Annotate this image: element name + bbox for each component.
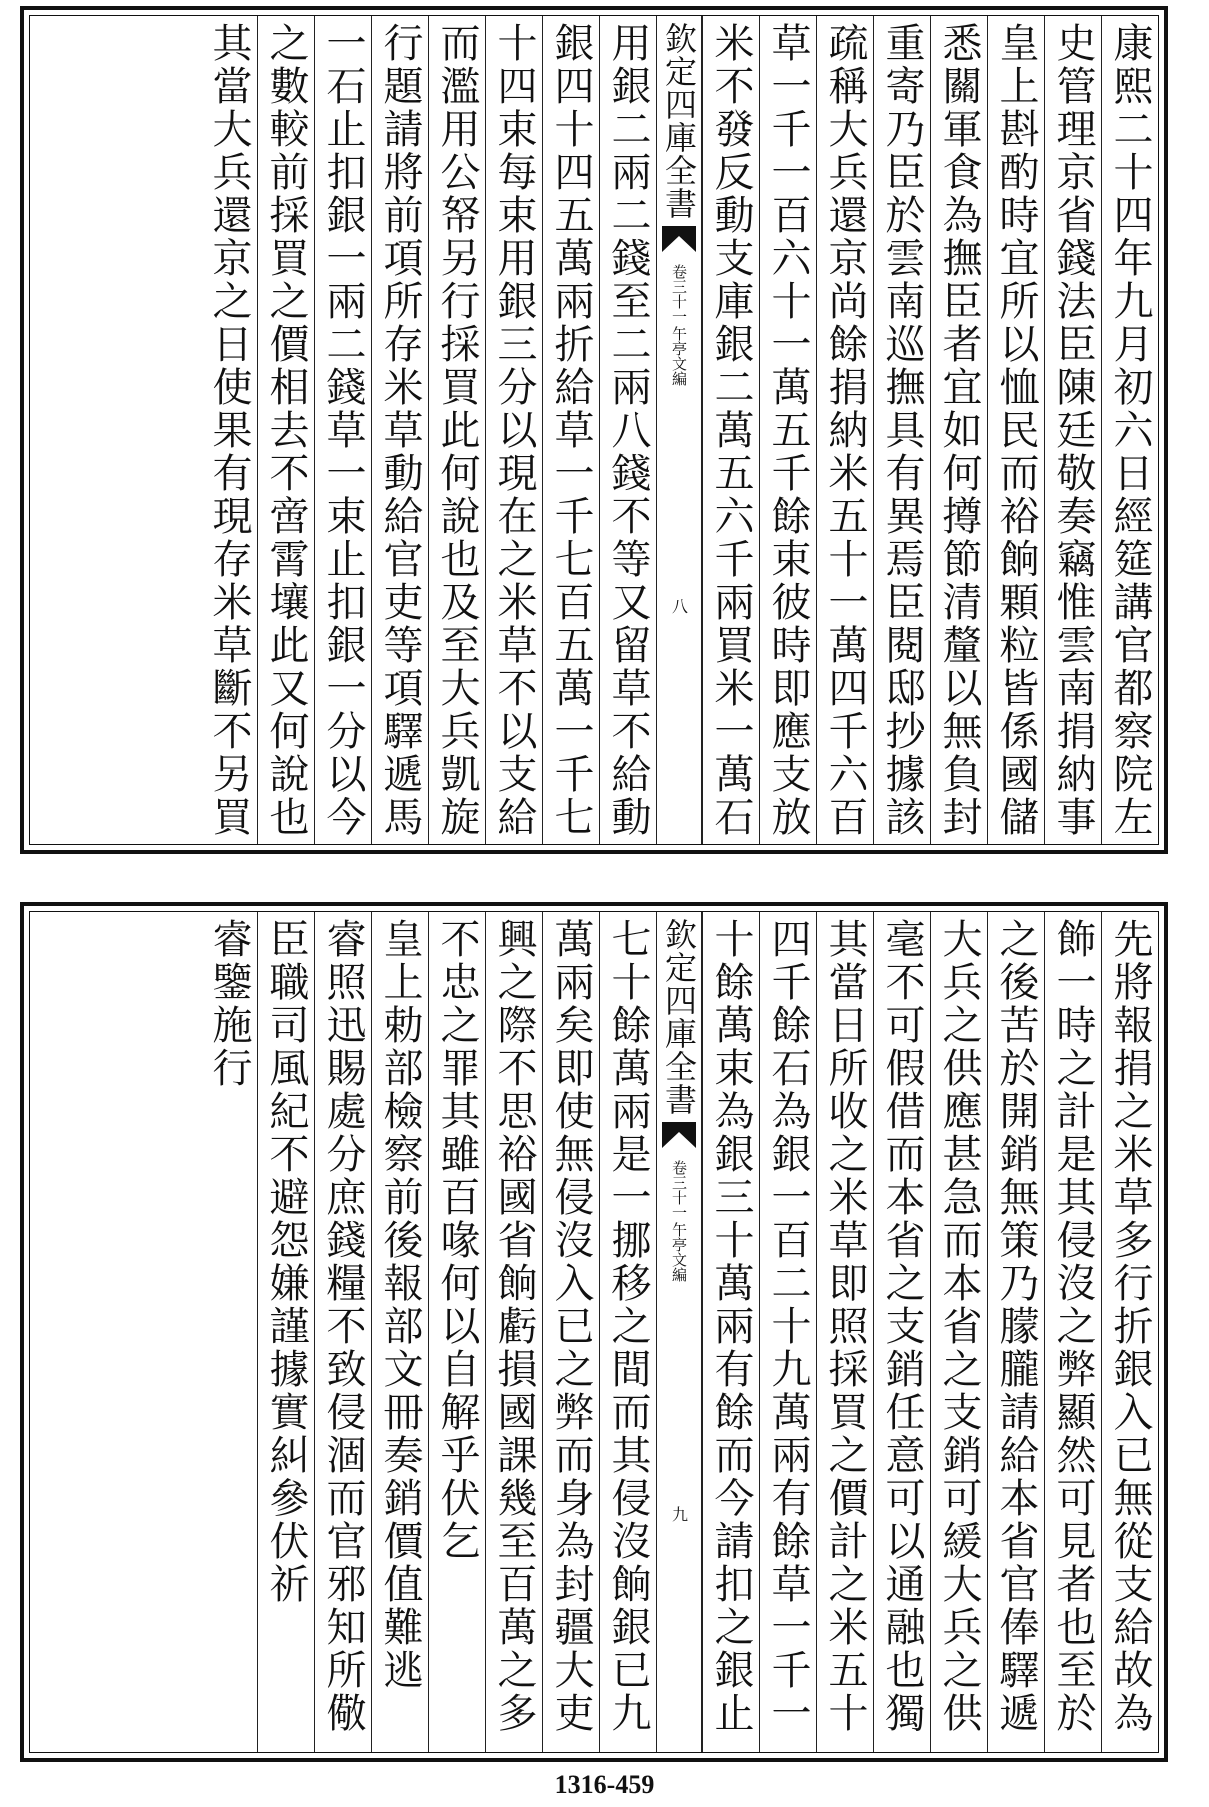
page-number: 八 <box>669 598 689 614</box>
work-and-volume <box>671 264 687 386</box>
text-column: 十餘萬束為銀三十萬兩有餘而今請扣之銀止 <box>702 912 759 1752</box>
text-column: 而濫用公帑另行採買此何說也及至大兵凱旋 <box>428 16 485 844</box>
text-column: 毫不可假借而本省之支銷任意可以通融也獨 <box>873 912 930 1752</box>
text-column: 飾一時之計是其侵沒之弊顯然可見者也至於 <box>1044 912 1101 1752</box>
text-column: 悉關軍食為撫臣者宜如何撙節清釐以無負封 <box>930 16 987 844</box>
text-frame-bottom <box>29 911 1159 1753</box>
volume-label: 卷三十一 <box>670 1160 688 1220</box>
text-column: 草一千一百六十一萬五千餘束彼時即應支放 <box>759 16 816 844</box>
catalog-number: 1316-459 <box>554 1770 655 1799</box>
fishtail-mark-icon <box>662 1122 696 1148</box>
text-column: 一石止扣銀一兩二錢草一束止扣銀一分以今 <box>314 16 371 844</box>
text-column: 睿照迅賜處分庶錢糧不致侵涸而官邪知所儆 <box>314 912 371 1752</box>
text-column: 米不發反動支庫銀二萬五六千兩買米一萬石 <box>702 16 759 844</box>
text-column: 臣職司風紀不避怨嫌謹據實糾參伏祈 <box>257 912 314 1752</box>
text-column: 興之際不思裕國省餉虧損國課幾至百萬之多 <box>485 912 542 1752</box>
text-column: 大兵之供應甚急而本省之支銷可緩大兵之供 <box>930 912 987 1752</box>
work-title: 午亭文編 <box>670 1222 688 1282</box>
page-number: 九 <box>669 1506 689 1522</box>
work-and-volume <box>671 1160 687 1282</box>
book-title: 欽定四庫全書 <box>660 22 698 220</box>
text-column: 七十餘萬兩是一挪移之間而其侵沒餉銀已九 <box>599 912 656 1752</box>
work-title: 午亭文編 <box>670 326 688 386</box>
fishtail-mark-icon <box>662 226 696 252</box>
text-column: 萬兩矣即使無侵沒入已之弊而身為封疆大吏 <box>542 912 599 1752</box>
volume-label: 卷三十一 <box>670 264 688 324</box>
text-column: 用銀二兩二錢至二兩八錢不等又留草不給動 <box>599 16 656 844</box>
text-column: 行題請將前項所存米草動給官吏等項驛遞馬 <box>371 16 428 844</box>
text-column: 疏稱大兵還京尚餘捐納米五十一萬四千六百 <box>816 16 873 844</box>
text-column: 銀四十四五萬兩折給草一千七百五萬一千七 <box>542 16 599 844</box>
text-column: 史管理京省錢法臣陳廷敬奏竊惟雲南捐納事 <box>1044 16 1101 844</box>
text-column: 睿鑒施行 <box>206 918 252 1090</box>
text-column: 之後苦於開銷無策乃朦朧請給本省官俸驛遞 <box>987 912 1044 1752</box>
text-frame-top <box>29 15 1159 845</box>
document-page-top <box>20 6 1168 854</box>
center-gutter <box>656 16 702 844</box>
text-column: 四千餘石為銀一百二十九萬兩有餘草一千一 <box>759 912 816 1752</box>
center-gutter <box>656 912 702 1752</box>
text-column: 其當大兵還京之日使果有現存米草斷不另買 <box>206 22 252 839</box>
text-column: 康熙二十四年九月初六日經筵講官都察院左 <box>1101 16 1158 844</box>
book-title: 欽定四庫全書 <box>660 918 698 1116</box>
text-column: 十四束每束用銀三分以現在之米草不以支給 <box>485 16 542 844</box>
text-column: 皇上斟酌時宜所以恤民而裕餉顆粒皆係國儲 <box>987 16 1044 844</box>
text-column: 不忠之罪其雖百喙何以自解乎伏乞 <box>428 912 485 1752</box>
document-page-bottom <box>20 902 1168 1762</box>
text-column: 之數較前採買之價相去不啻霄壤此又何說也 <box>257 16 314 844</box>
text-column: 重寄乃臣於雲南巡撫具有異焉臣閱邸抄據該 <box>873 16 930 844</box>
text-column: 先將報捐之米草多行折銀入已無從支給故為 <box>1101 912 1158 1752</box>
text-column: 皇上勅部檢察前後報部文冊奏銷價值難逃 <box>371 912 428 1752</box>
text-column: 其當日所收之米草即照採買之價計之米五十 <box>816 912 873 1752</box>
